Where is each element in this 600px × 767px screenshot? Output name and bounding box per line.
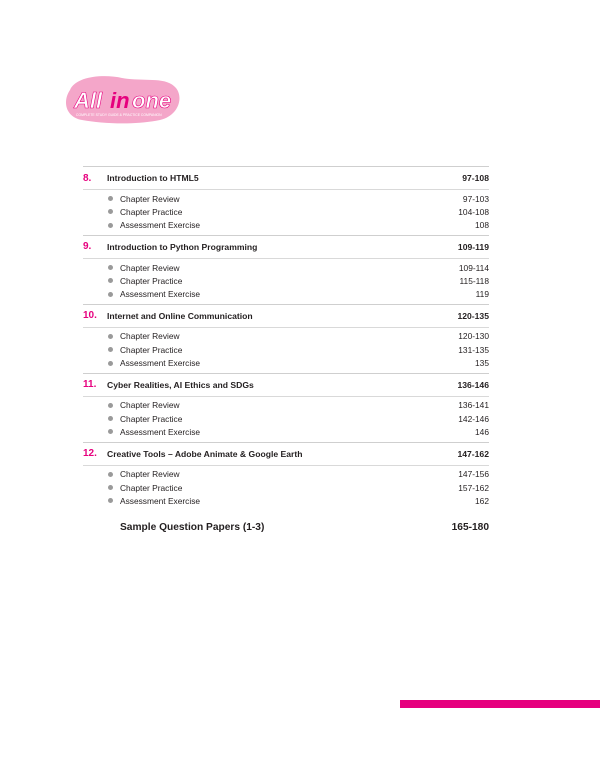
section-heading[interactable] — [83, 374, 489, 396]
toc-item[interactable] — [83, 205, 489, 218]
item-label: Chapter Review — [120, 331, 180, 342]
item-label: Chapter Practice — [120, 344, 183, 355]
section-heading[interactable] — [83, 305, 489, 327]
item-label: Assessment Exercise — [120, 289, 201, 300]
bullet-icon — [108, 347, 113, 352]
toc-section — [83, 166, 489, 235]
item-label: Assessment Exercise — [120, 495, 201, 506]
section-items — [83, 189, 489, 235]
sample-papers-entry[interactable] — [83, 515, 489, 539]
section-heading[interactable] — [83, 236, 489, 258]
item-pages: 136-141 — [458, 400, 489, 411]
section-pages: 120-135 — [457, 310, 489, 321]
section-number: 11. — [83, 379, 97, 391]
toc-section — [83, 442, 489, 511]
section-items — [83, 396, 489, 442]
bullet-icon — [108, 223, 113, 228]
section-number: 10. — [83, 310, 97, 322]
toc-section — [83, 235, 489, 304]
section-number: 9. — [83, 241, 92, 253]
bullet-icon — [108, 498, 113, 503]
toc-item[interactable] — [83, 481, 489, 494]
item-pages: 119 — [475, 289, 489, 300]
toc-item[interactable] — [83, 399, 489, 412]
item-pages: 147-156 — [458, 469, 489, 480]
section-title: Introduction to Python Programming — [107, 241, 258, 252]
svg-text:in: in — [110, 88, 130, 113]
toc-item[interactable] — [83, 425, 489, 438]
toc-item[interactable] — [83, 494, 489, 507]
item-pages: 109-114 — [458, 262, 489, 273]
sample-pages: 165-180 — [451, 521, 489, 533]
item-label: Chapter Review — [120, 193, 180, 204]
bullet-icon — [108, 209, 113, 214]
item-pages: 104-108 — [458, 206, 489, 217]
item-label: Chapter Practice — [120, 482, 183, 493]
bullet-icon — [108, 196, 113, 201]
item-label: Chapter Practice — [120, 413, 183, 424]
section-items — [83, 465, 489, 511]
toc-item[interactable] — [83, 192, 489, 205]
section-title: Internet and Online Communication — [107, 310, 253, 321]
item-label: Chapter Practice — [120, 275, 183, 286]
sample-label: Sample Question Papers (1-3) — [120, 521, 265, 533]
section-number: 8. — [83, 172, 92, 184]
section-heading[interactable] — [83, 443, 489, 465]
brand-logo — [60, 70, 184, 126]
bullet-icon — [108, 361, 113, 366]
section-pages: 97-108 — [462, 173, 489, 183]
bullet-icon — [108, 292, 113, 297]
logo-badge-icon — [60, 70, 184, 126]
bullet-icon — [108, 403, 113, 408]
toc-section — [83, 373, 489, 442]
item-pages: 120-130 — [458, 331, 489, 342]
bullet-icon — [108, 485, 113, 490]
toc-item[interactable] — [83, 412, 489, 425]
svg-text:All: All — [74, 88, 103, 113]
item-label: Chapter Review — [120, 469, 180, 480]
item-pages: 115-118 — [459, 275, 489, 286]
item-pages: 146 — [475, 426, 489, 437]
bullet-icon — [108, 472, 113, 477]
item-label: Chapter Review — [120, 262, 180, 273]
item-pages: 135 — [475, 358, 489, 369]
item-pages: 131-135 — [458, 344, 489, 355]
toc-item[interactable] — [83, 330, 489, 343]
section-title: Cyber Realities, AI Ethics and SDGs — [107, 379, 254, 390]
item-pages: 108 — [475, 220, 489, 231]
section-items — [83, 258, 489, 304]
section-title: Introduction to HTML5 — [107, 173, 199, 183]
bullet-icon — [108, 416, 113, 421]
toc-item[interactable] — [83, 343, 489, 356]
section-items — [83, 327, 489, 373]
item-pages: 142-146 — [458, 413, 489, 424]
section-pages: 109-119 — [457, 241, 489, 252]
item-label: Assessment Exercise — [120, 426, 201, 437]
toc-item[interactable] — [83, 356, 489, 369]
item-label: Assessment Exercise — [120, 358, 201, 369]
item-pages: 97-103 — [462, 193, 489, 204]
item-pages: 162 — [475, 495, 489, 506]
section-pages: 147-162 — [457, 448, 489, 459]
toc-item[interactable] — [83, 274, 489, 287]
item-label: Chapter Review — [120, 400, 180, 411]
section-title: Creative Tools – Adobe Animate & Google Earth — [107, 448, 303, 459]
toc-item[interactable] — [83, 287, 489, 300]
bullet-icon — [108, 278, 113, 283]
item-pages: 157-162 — [458, 482, 489, 493]
table-of-contents — [83, 166, 489, 539]
item-label: Assessment Exercise — [120, 220, 201, 231]
section-heading[interactable] — [83, 167, 489, 189]
svg-text:one: one — [132, 88, 172, 113]
toc-item[interactable] — [83, 468, 489, 481]
section-pages: 136-146 — [457, 379, 489, 390]
bullet-icon — [108, 334, 113, 339]
section-number: 12. — [83, 448, 97, 460]
toc-section — [83, 304, 489, 373]
bullet-icon — [108, 265, 113, 270]
bullet-icon — [108, 429, 113, 434]
svg-text:COMPLETE STUDY GUIDE & PRACTIC: COMPLETE STUDY GUIDE & PRACTICE COMPANION — [76, 113, 162, 117]
toc-item[interactable] — [83, 219, 489, 232]
toc-item[interactable] — [83, 261, 489, 274]
accent-bar — [400, 700, 600, 708]
item-label: Chapter Practice — [120, 206, 183, 217]
